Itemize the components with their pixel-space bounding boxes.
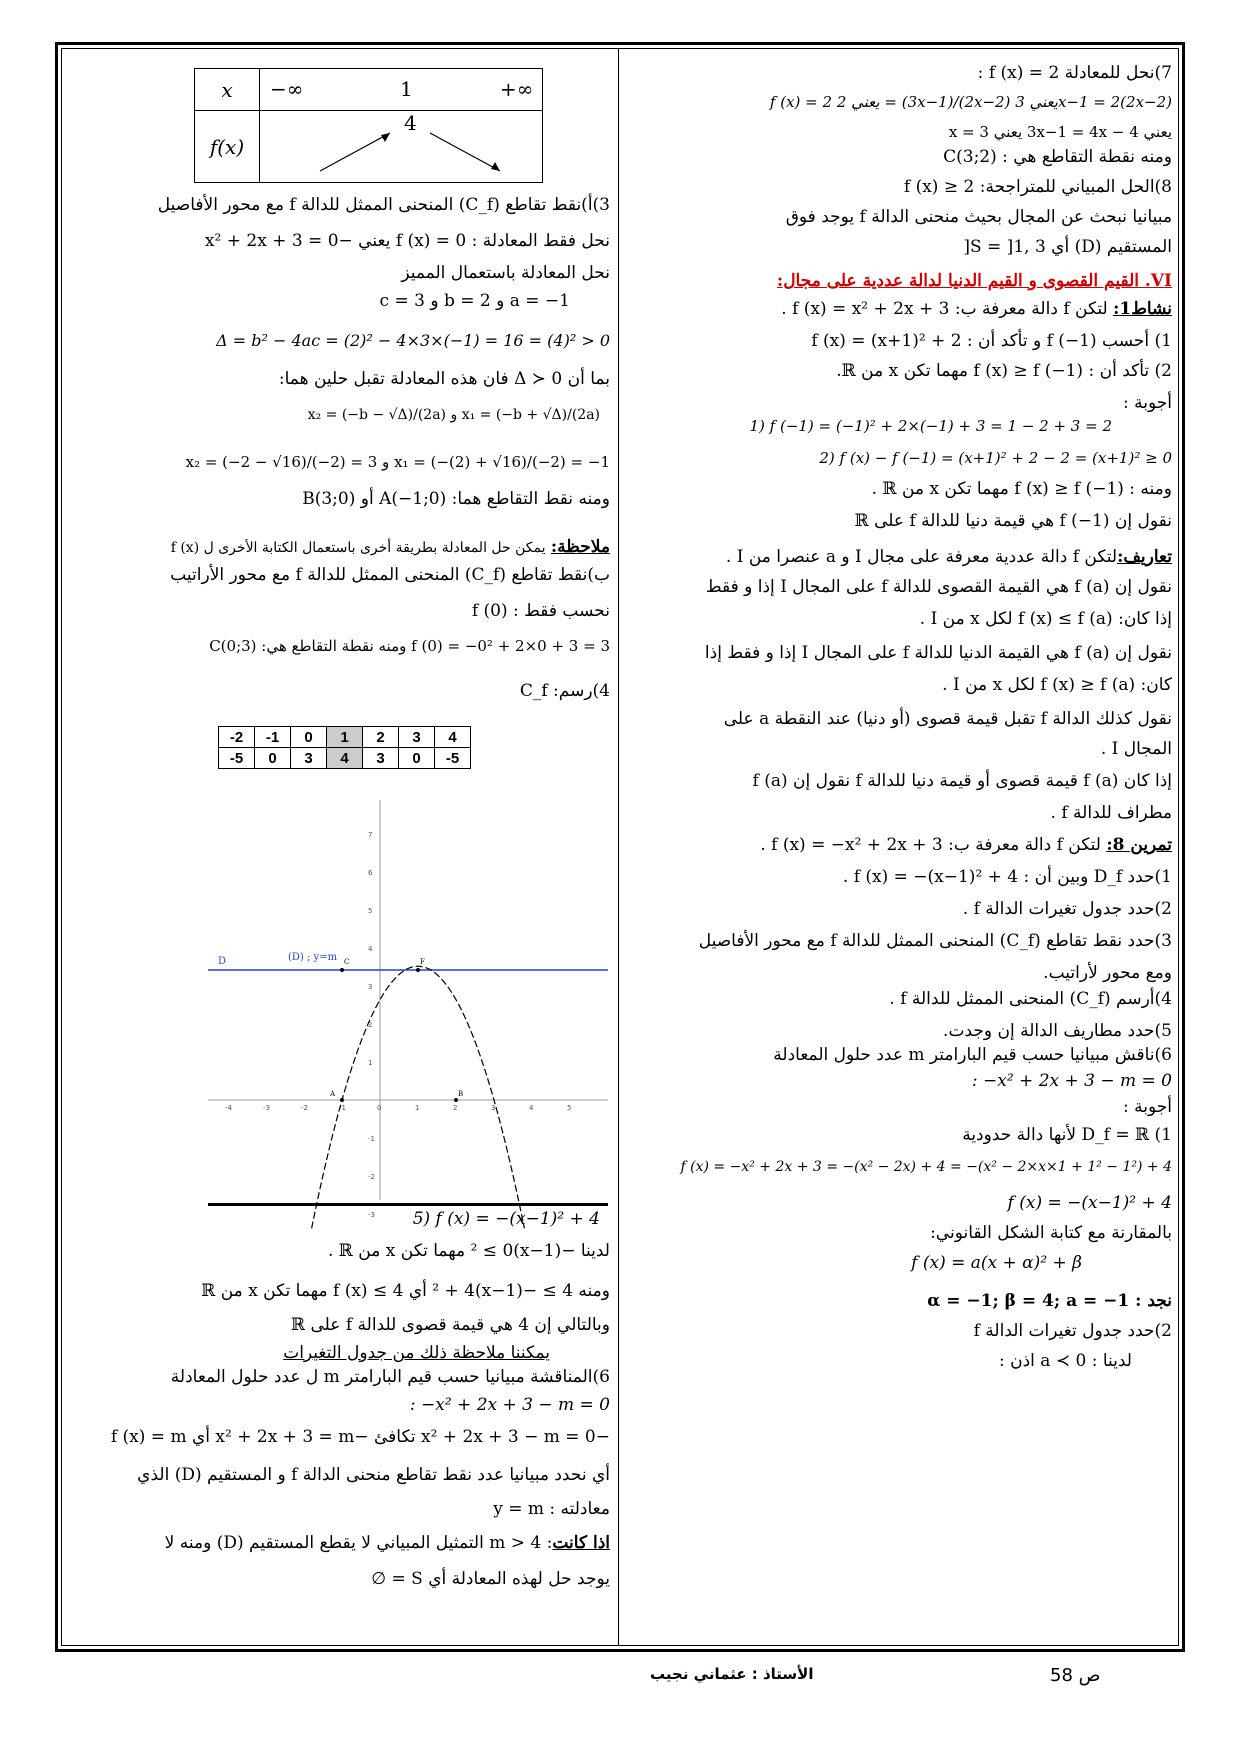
- answer-a1-eq2: f (x) = −(x−1)² + 4: [1007, 1193, 1172, 1213]
- values-table: [218, 726, 471, 769]
- x-tick-label: -4: [225, 1104, 232, 1112]
- values-table-x-row: [219, 727, 471, 748]
- q8-title: 8)الحل المبياني للمتراجحة: f (x) ≥ 2: [903, 177, 1172, 197]
- q6-line4: معادلته : y = m: [493, 1499, 610, 1519]
- definition2: نقول إن f (a) هي القيمة القصوى للدالة f على المجال I إذا و فقط: [705, 577, 1172, 597]
- answers-label-2: أجوبة :: [1123, 1097, 1172, 1117]
- q6-case: : m > 4 التمثيل المبياني لا يقطع المستقيم (D) ومنه لا: [164, 1533, 553, 1553]
- vx-1: -1: [255, 727, 291, 748]
- answer-a2: 2)حدد جدول تغيرات الدالة f: [973, 1321, 1172, 1341]
- exercise8-title: تمرين 8:: [1106, 835, 1172, 855]
- exercise8-q3a: 3)حدد نقط تقاطع (C_f) المنحنى الممثل للدالة f مع محور الأفاصيل: [698, 931, 1172, 951]
- definition6: نقول كذلك الدالة f تقبل قيمة قصوى (أو دنيا) عند النقطة a على: [723, 709, 1172, 729]
- exercise8-q3b: ومع محور لأراتيب.: [1043, 963, 1172, 983]
- y-tick-label: 7: [368, 831, 373, 839]
- point-b-label: B: [458, 1090, 464, 1098]
- x-tick-label: 4: [529, 1104, 534, 1112]
- answers-label: أجوبة :: [1123, 393, 1172, 413]
- q7-line3: ومنه نقطة التقاطع هي : C(3;2): [943, 147, 1172, 167]
- x-tick-label: -1: [339, 1104, 346, 1112]
- q3a-line3: a = −1 و b = 2 و c = 3: [379, 291, 570, 311]
- x-tick-label: 5: [567, 1104, 572, 1112]
- exercise8-q4: 4)أرسم (C_f) المنحنى الممثل للدالة f .: [889, 989, 1172, 1009]
- q3a-line5: ومنه نقط التقاطع هما: A(−1;0) أو B(3;0): [302, 489, 610, 509]
- q3a-line4: بما أن Δ ≻ 0 فان هذه المعادلة تقبل حلين هما:: [278, 369, 610, 389]
- answer-a1-eq: f (x) = −x² + 2x + 3 = −(x² − 2x) + 4 = −(x² − 2×x×1 + 1² − 1²) + 4: [680, 1159, 1172, 1175]
- answer4: نقول إن f (−1) هي قيمة دنيا للدالة f على ℝ: [854, 511, 1172, 531]
- q3a-line1: نحل فقط المعادلة : f (x) = 0 يعني −x² + 2x + 3 = 0: [204, 231, 610, 251]
- line-d-label: (D) ; y=m: [288, 952, 338, 963]
- var-x-plus-inf: +∞: [500, 77, 534, 101]
- definition4: نقول إن f (a) هي القيمة الدنيا للدالة f على المجال I إذا و فقط إذا: [704, 643, 1172, 663]
- line-d-letter: D: [218, 956, 227, 967]
- y-tick-label: 3: [368, 983, 373, 991]
- q8-line2: المستقيم (D) أي S = ]1, 3[: [963, 237, 1172, 257]
- exercise8-q6a: 6)ناقش مبيانيا حسب قيم البارامتر m عدد حلول المعادلة: [773, 1045, 1172, 1065]
- q3a-roots: x₁ = (−b + √Δ)/(2a) و x₂ = (−b − √Δ)/(2a): [307, 407, 600, 423]
- answer2: 2) f (x) − f (−1) = (x+1)² + 2 − 2 = (x+1)² ≥ 0: [819, 449, 1172, 467]
- q3b-title: ب)نقط تقاطع (C_f) المنحنى الممثل للدالة f مع محور الأراتيب: [170, 565, 610, 585]
- left-column-lower: [70, 1208, 610, 1648]
- activity1-text: لتكن f دالة معرفة ب: f (x) = x² + 2x + 3 .: [781, 299, 1108, 319]
- q7-title: 7)نحل للمعادلة 2 = f (x) :: [977, 63, 1172, 83]
- q6-line1: : −x² + 2x + 3 − m = 0: [409, 1395, 610, 1415]
- vy-1: 0: [255, 748, 291, 769]
- x-tick-label: -2: [301, 1104, 308, 1112]
- q5-line1: لدينا −(x−1)² ≤ 0 مهما تكن x من ℝ .: [327, 1241, 610, 1261]
- var-max-value: 4: [404, 111, 417, 135]
- y-tick-label: 5: [368, 907, 373, 915]
- var-x-one: 1: [400, 77, 413, 101]
- var-x-minus-inf: −∞: [270, 77, 304, 101]
- q3a-line2: نحل المعادلة باستعمال المميز: [401, 263, 610, 283]
- exercise8-text: لتكن f دالة معرفة ب: f (x) = −x² + 2x + 3 .: [760, 835, 1101, 855]
- footer-page: ص 58: [1050, 1665, 1101, 1686]
- y-tick-label: -3: [368, 1211, 375, 1219]
- x-tick-label: 1: [415, 1104, 420, 1112]
- vy-0: -5: [219, 748, 255, 769]
- q4-title: 4)رسم: C_f: [519, 681, 610, 701]
- q5-line2: ومنه 4 ≥ −(x−1)² + 4 أي f (x) ≤ 4 مهما تكن x من ℝ: [201, 1281, 610, 1301]
- point-a-label: A: [330, 1090, 336, 1098]
- answer-a1: 1) D_f = ℝ لأنها دالة حدودية: [962, 1125, 1172, 1145]
- q3a-delta: Δ = b² − 4ac = (2)² − 4×3×(−1) = 16 = (4)² > 0: [216, 331, 610, 350]
- q3b-line2: f (0) = −0² + 2×0 + 3 = 3 ومنه نقطة التقاطع هي: C(0;3): [209, 637, 610, 655]
- exercise8-q1: 1)حدد D_f وبين أن : f (x) = −(x−1)² + 4 .: [842, 867, 1172, 887]
- q6-case-title: اذا كانت: [552, 1533, 610, 1553]
- y-tick-label: 6: [368, 869, 373, 877]
- activity1-title: نشاط1:: [1113, 299, 1172, 319]
- x-tick-label: -3: [263, 1104, 270, 1112]
- q5-line4: يمكننا ملاحظة ذلك من جدول التغيرات: [283, 1343, 550, 1363]
- vy-2: 3: [291, 748, 327, 769]
- y-tick-label: 2: [368, 1021, 373, 1029]
- answer3: ومنه : f (x) ≥ f (−1) مهما تكن x من ℝ .: [871, 479, 1172, 499]
- definition5: كان: f (x) ≥ f (a) لكل x من I .: [942, 675, 1172, 695]
- activity1-q2: 2) تأكد أن : f (x) ≥ f (−1) مهما تكن x من ℝ.: [836, 361, 1172, 381]
- graph-bottom-rule: [208, 1203, 608, 1206]
- q7-line2: يعني 3x−1 = 4x − 4 يعني x = 3: [948, 123, 1172, 141]
- q5-line3: وبالتالي إن 4 هي قيمة قصوى للدالة f على ℝ: [290, 1315, 610, 1335]
- note-title: ملاحظة:: [550, 537, 610, 557]
- vy-4: 3: [363, 748, 399, 769]
- point-c: [340, 968, 344, 972]
- x-tick-label: 2: [453, 1104, 458, 1112]
- vx-3: 1: [327, 727, 363, 748]
- var-x-label: x: [195, 69, 260, 111]
- parabola-curve: [312, 966, 525, 1228]
- definition9: مطراف للدالة f .: [1050, 803, 1172, 823]
- section-vi-title: VI. القيم القصوى و القيم الدنيا لدالة عددية على مجال:: [776, 271, 1172, 291]
- vy-6: -5: [435, 748, 471, 769]
- values-table-y-row: [219, 748, 471, 769]
- y-tick-label: 4: [368, 945, 373, 953]
- definition3: إذا كان: f (x) ≤ f (a) لكل x من I .: [919, 609, 1172, 629]
- footer-teacher: الأستاذ : عثماني نجيب: [650, 1665, 814, 1683]
- answer1: 1) f (−1) = (−1)² + 2×(−1) + 3 = 1 − 2 + 3 = 2: [749, 417, 1112, 435]
- vx-4: 2: [363, 727, 399, 748]
- x-tick-label: 0: [377, 1104, 382, 1112]
- point-f: [416, 968, 420, 972]
- vx-2: 0: [291, 727, 327, 748]
- exercise8-q5: 5)حدد مطاريف الدالة إن وجدت.: [943, 1021, 1172, 1041]
- q3b-line1: نحسب فقط : f (0): [471, 601, 610, 621]
- column-divider: [618, 48, 619, 1646]
- vx-6: 4: [435, 727, 471, 748]
- answer-a1-compare: بالمقارنة مع كتابة الشكل القانوني:: [930, 1223, 1172, 1243]
- answer-a1-canonical: f (x) = a(x + α)² + β: [911, 1253, 1082, 1273]
- q8-line1: مبيانيا نبحث عن المجال بحيث منحنى الدالة f يوجد فوق: [785, 207, 1172, 227]
- vx-5: 3: [399, 727, 435, 748]
- q6-line3: أي نحدد مبيانيا عدد نقط تقاطع منحنى الدالة f و المستقيم (D) الذي: [137, 1465, 610, 1485]
- q6-last: يوجد حل لهذه المعادلة أي S = ∅: [371, 1569, 610, 1589]
- q6-line2: −x² + 2x + 3 − m = 0 تكافئ −x² + 2x + 3 = m أي f (x) = m: [110, 1427, 610, 1447]
- definitions-title: تعاريف:: [1117, 547, 1172, 567]
- definition8: إذا كان f (a) قيمة قصوى أو قيمة دنيا للدالة f نقول إن f (a): [752, 771, 1172, 791]
- vy-5: 0: [399, 748, 435, 769]
- x-tick-label: 3: [491, 1104, 496, 1112]
- q3a-title: 3)أ)نقط تقاطع (C_f) المنحنى الممثل للدالة f مع محور الأفاصيل: [157, 195, 610, 215]
- var-f-label: f(x): [195, 111, 260, 183]
- q7-line1: f (x) = 2 يعني 2 = (3x−1)/(2x−2) يعني 3x−1 = 2(2x−2): [769, 93, 1172, 111]
- y-tick-label: -2: [368, 1173, 375, 1181]
- point-c-label: C: [344, 958, 350, 966]
- y-tick-label: 1: [368, 1059, 373, 1067]
- q6-title: 6)المناقشة مبيانيا حسب قيم البارامتر m ل عدد حلول المعادلة: [170, 1367, 610, 1387]
- answer-a1-find: نجد : α = −1; β = 4; a = −1: [927, 1291, 1172, 1311]
- point-f-label: F: [420, 958, 425, 966]
- vx-0: -2: [219, 727, 255, 748]
- definition1: لتكن f دالة عددية معرفة على مجال I و a عنصرا من I .: [725, 547, 1118, 567]
- activity1-q1: 1) أحسب f (−1) و تأكد أن : f (x) = (x+1)² + 2: [811, 331, 1172, 351]
- y-tick-label: -1: [368, 1135, 375, 1143]
- point-a: [340, 1098, 344, 1102]
- q5-title: 5) f (x) = −(x−1)² + 4: [412, 1209, 600, 1229]
- vy-3: 4: [327, 748, 363, 769]
- exercise8-q2: 2)حدد جدول تغيرات الدالة f .: [962, 899, 1172, 919]
- note-text: يمكن حل المعادلة بطريقة أخرى باستعمال الكتابة الأخرى ل f (x): [170, 540, 546, 556]
- right-column: [632, 58, 1172, 1638]
- exercise8-q6b: : −x² + 2x + 3 − m = 0: [971, 1071, 1172, 1091]
- definition7: المجال I .: [1100, 739, 1172, 759]
- q3a-roots-values: x₁ = (−(2) + √16)/(−2) = −1 و x₂ = (−2 − √16)/(−2) = 3: [185, 453, 610, 471]
- answer-a2-line: لدينا : a ≺ 0 اذن :: [998, 1351, 1132, 1371]
- point-b: [454, 1098, 458, 1102]
